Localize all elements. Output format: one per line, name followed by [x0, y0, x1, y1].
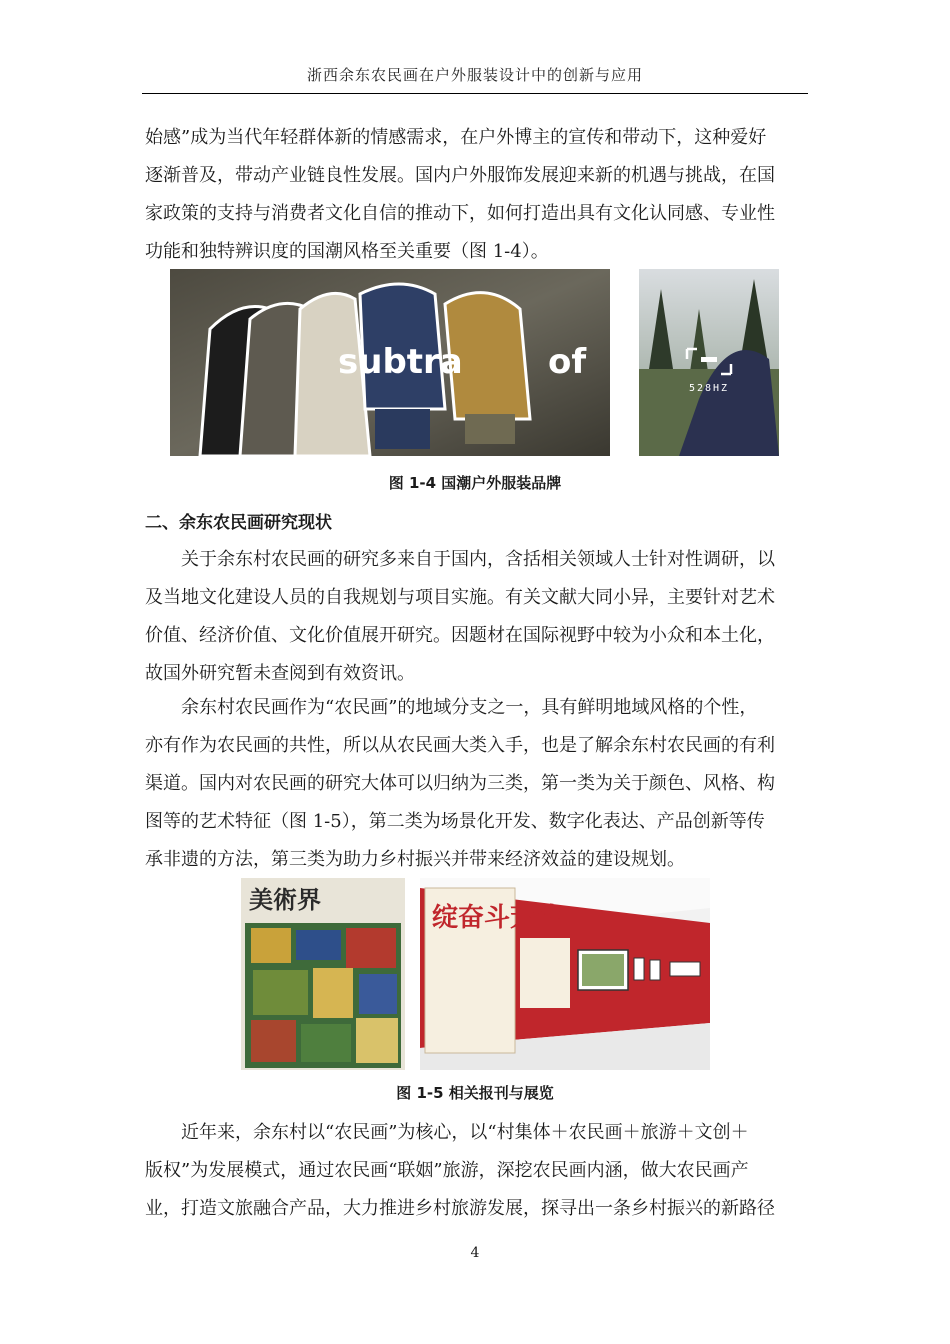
exhibit-banner-text: 绽奋斗芳华: [432, 903, 563, 933]
text-line: 近年来，余东村以“农民画”为核心，以“村集体＋农民画＋旅游＋文创＋: [145, 1122, 749, 1143]
paragraph-1: [145, 119, 807, 271]
forest-illustration: [639, 269, 779, 456]
figure-1-4-brand-photo: [639, 269, 779, 456]
figure-1-4-caption: 图 1-4 国潮户外服装品牌: [388, 474, 562, 492]
text-line: 逐渐普及，带动产业链良性发展。国内户外服饰发展迎来新的机遇与挑战，在国: [145, 165, 775, 186]
paragraph-3: [145, 689, 807, 879]
running-header: 浙西余东农民画在户外服装设计中的创新与应用: [306, 66, 643, 84]
jackets-illustration: [170, 269, 610, 456]
page-number: 4: [470, 1245, 480, 1261]
text-line: 承非遗的方法，第三类为助力乡村振兴并带来经济效益的建设规划。: [145, 849, 685, 870]
brand-text-left: subtra: [338, 342, 463, 382]
text-line: 余东村农民画作为“农民画”的地域分支之一，具有鲜明地域风格的个性，: [145, 697, 758, 718]
header-rule: [142, 93, 808, 94]
figure-1-4-outdoor-jackets-image: [170, 269, 610, 456]
figure-1-5-exhibition-image: [420, 878, 710, 1070]
text-line: 图等的艺术特征（图 1-5），第二类为场景化开发、数字化表达、产品创新等传: [145, 811, 765, 832]
text-line: 及当地文化建设人员的自我规划与项目实施。有关文献大同小异，主要针对艺术: [145, 587, 775, 608]
figure-1-5-caption: 图 1-5 相关报刊与展览: [396, 1084, 554, 1102]
text-line: 始感”成为当代年轻群体新的情感需求，在户外博主的宣传和带动下，这种爱好: [145, 127, 767, 148]
text-line: 价值、经济价值、文化价值展开研究。因题材在国际视野中较为小众和本土化，: [145, 625, 775, 646]
section-heading: 二、余东农民画研究现状: [145, 513, 332, 533]
text-line: 亦有作为农民画的共性，所以从农民画大类入手，也是了解余东村农民画的有利: [145, 735, 775, 756]
brand-logo-text: 528HZ: [688, 383, 730, 394]
magazine-cover-illustration: [241, 878, 405, 1070]
text-line: 业，打造文旅融合产品，大力推进乡村旅游发展，探寻出一条乡村振兴的新路径: [145, 1198, 775, 1219]
text-line: 家政策的支持与消费者文化自信的推动下，如何打造出具有文化认同感、专业性: [145, 203, 775, 224]
paragraph-4: [145, 1114, 807, 1228]
brand-text-right: of: [548, 342, 587, 382]
magazine-title: 美術界: [249, 885, 321, 914]
text-line: 渠道。国内对农民画的研究大体可以归纳为三类，第一类为关于颜色、风格、构: [145, 773, 775, 794]
text-line: 功能和独特辨识度的国潮风格至关重要（图 1-4）。: [145, 241, 549, 262]
paragraph-2: [145, 541, 807, 693]
text-line: 关于余东村农民画的研究多来自于国内，含括相关领域人士针对性调研，以: [145, 549, 775, 570]
exhibition-hall-illustration: [420, 878, 710, 1070]
text-line: 故国外研究暂未查阅到有效资讯。: [145, 663, 415, 684]
text-line: 版权”为发展模式，通过农民画“联姻”旅游，深挖农民画内涵，做大农民画产: [145, 1160, 749, 1181]
figure-1-5-magazine-image: [241, 878, 405, 1070]
